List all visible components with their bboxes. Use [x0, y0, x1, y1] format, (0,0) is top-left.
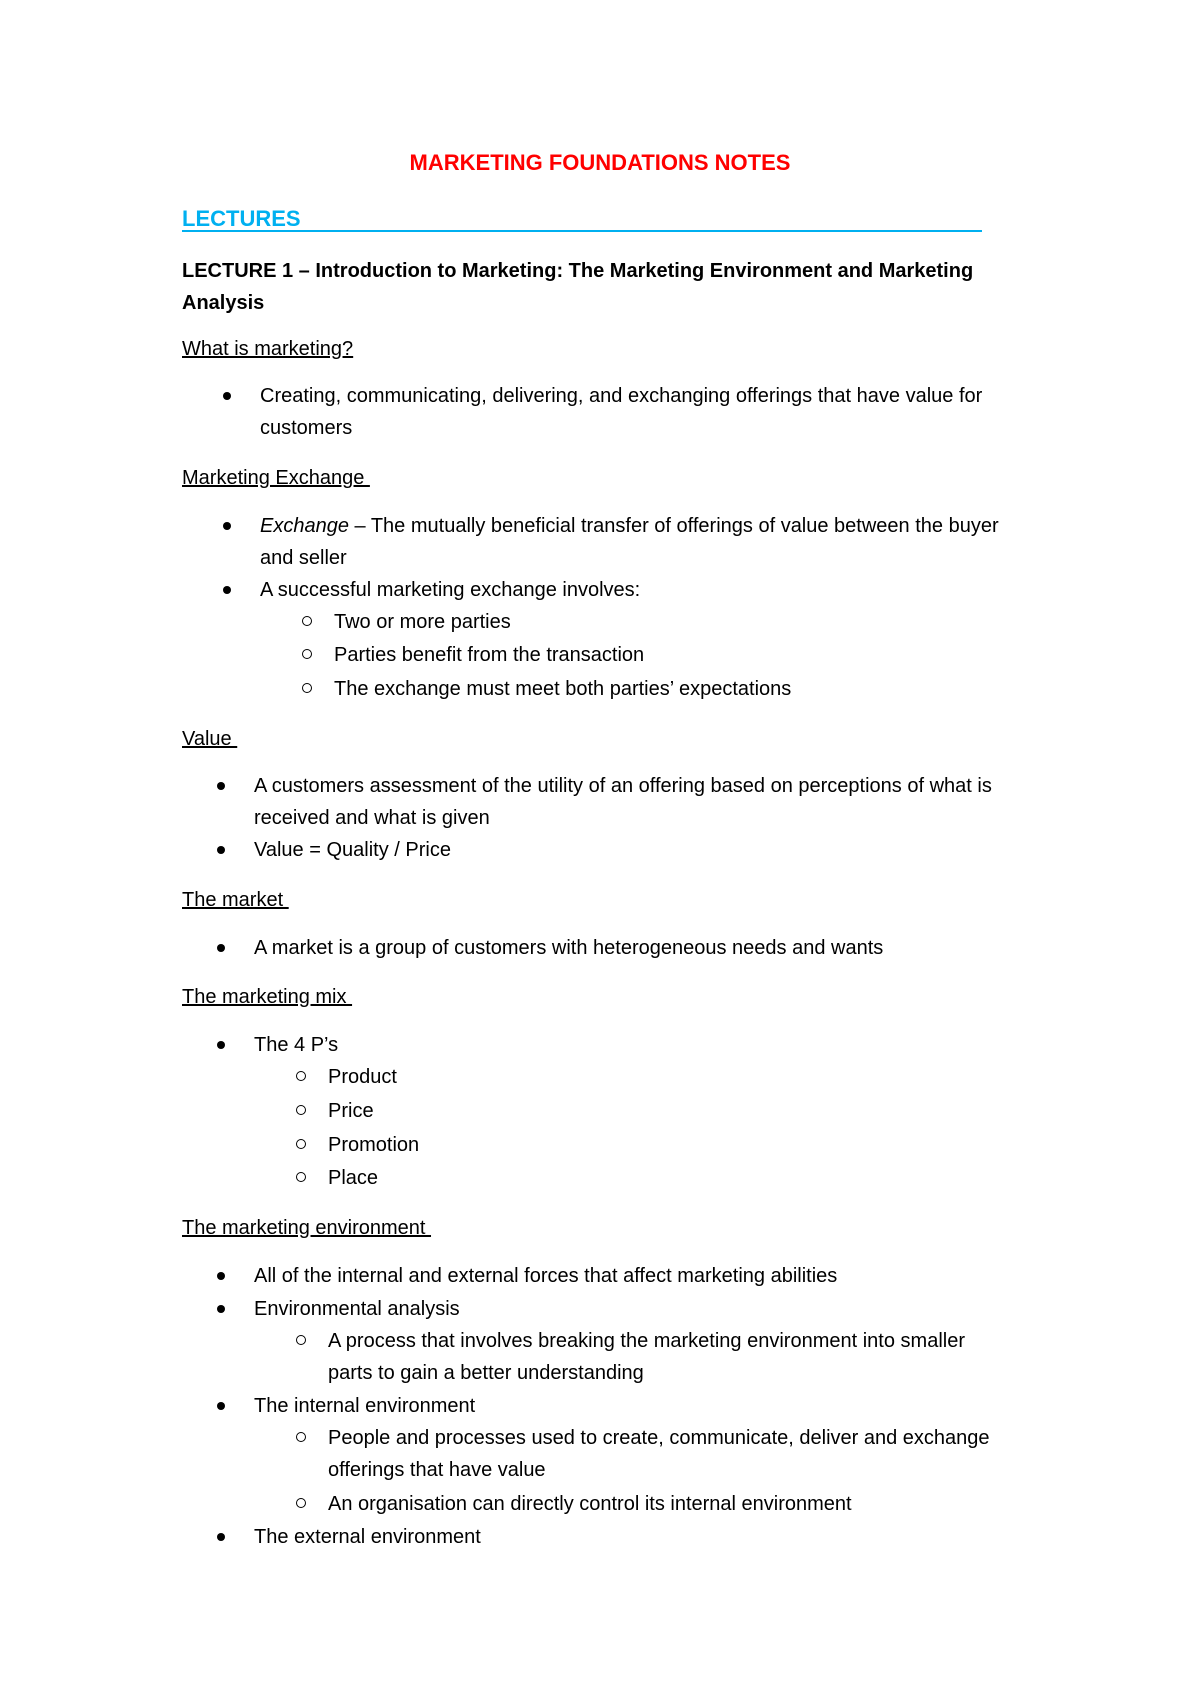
sub-bullet-circle-icon [302, 649, 312, 659]
heading-the-market: The market [182, 889, 289, 911]
sub-bullet-text: A process that involves breaking the marketing environment into smaller parts to gain a better understanding [328, 1330, 965, 1384]
bullet-item [254, 1260, 1024, 1292]
bullet-item [254, 1029, 1024, 1061]
bullet-dot-icon [217, 944, 225, 952]
sub-bullet-circle-icon [296, 1432, 306, 1442]
bullet-text: The 4 P’s [254, 1034, 339, 1056]
bullet-dot-icon [223, 392, 231, 400]
section-heading-lectures: LECTURES [182, 206, 982, 232]
sub-bullet-item [328, 1095, 1008, 1127]
bullet-text: A customers assessment of the utility of an offering based on perceptions of what is received and what is given [254, 775, 992, 829]
sub-bullet-circle-icon [296, 1139, 306, 1149]
bullet-text: Creating, communicating, delivering, and exchanging offerings that have value for customers [260, 385, 983, 439]
bullet-text: Environmental analysis [254, 1298, 460, 1320]
bullet-item [260, 510, 1030, 574]
bullet-dot-icon [217, 1272, 225, 1280]
bullet-text: The internal environment [254, 1395, 476, 1417]
bullet-item [260, 574, 1030, 606]
bullet-text: Value = Quality / Price [254, 839, 451, 861]
bullet-text: The external environment [254, 1526, 481, 1548]
bullet-text: – The mutually beneficial transfer of offerings of value between the buyer and seller [260, 515, 999, 569]
heading-marketing-exchange: Marketing Exchange [182, 467, 370, 489]
sub-bullet-circle-icon [302, 683, 312, 693]
bullet-dot-icon [217, 1533, 225, 1541]
sub-bullet-item [328, 1325, 1008, 1389]
bullet-dot-icon [217, 846, 225, 854]
sub-bullet-text: Product [328, 1066, 397, 1088]
sub-bullet-text: Promotion [328, 1134, 420, 1156]
bullet-item [254, 1521, 1024, 1553]
bullet-dot-icon [217, 1041, 225, 1049]
heading-what-is-marketing: What is marketing? [182, 338, 354, 360]
sub-bullet-circle-icon [296, 1335, 306, 1345]
bullet-text: A market is a group of customers with heterogeneous needs and wants [254, 937, 884, 959]
bullet-item [254, 770, 1024, 834]
bullet-dot-icon [223, 586, 231, 594]
bullet-text: A successful marketing exchange involves: [260, 579, 641, 601]
bullet-item [260, 380, 1030, 444]
sub-bullet-item [328, 1162, 1008, 1194]
bullet-dot-icon [223, 522, 231, 530]
sub-bullet-item [334, 673, 1014, 705]
sub-bullet-circle-icon [296, 1105, 306, 1115]
heading-marketing-mix: The marketing mix [182, 986, 353, 1008]
bullet-item [254, 834, 1024, 866]
sub-bullet-item [334, 639, 1014, 671]
bullet-item [254, 932, 1024, 964]
sub-bullet-text: Place [328, 1167, 379, 1189]
bullet-dot-icon [217, 1305, 225, 1313]
sub-bullet-circle-icon [296, 1498, 306, 1508]
sub-bullet-text: Price [328, 1100, 374, 1122]
sub-bullet-circle-icon [302, 616, 312, 626]
lecture-title: LECTURE 1 – Introduction to Marketing: The Marketing Environment and Marketing Analysis [182, 260, 974, 314]
sub-bullet-text: Parties benefit from the transaction [334, 644, 645, 666]
bullet-dot-icon [217, 782, 225, 790]
sub-bullet-item [328, 1061, 1008, 1093]
sub-bullet-circle-icon [296, 1071, 306, 1081]
term-exchange: Exchange [260, 515, 349, 537]
document-title: MARKETING FOUNDATIONS NOTES [409, 150, 791, 175]
sub-bullet-item [328, 1422, 1008, 1486]
sub-bullet-text: People and processes used to create, communicate, deliver and exchange offerings that have value [328, 1427, 990, 1481]
sub-bullet-text: Two or more parties [334, 611, 511, 633]
sub-bullet-item [328, 1488, 1008, 1520]
bullet-text: All of the internal and external forces that affect marketing abilities [254, 1265, 838, 1287]
sub-bullet-text: The exchange must meet both parties’ expectations [334, 678, 792, 700]
bullet-dot-icon [217, 1402, 225, 1410]
heading-marketing-environment: The marketing environment [182, 1217, 432, 1239]
sub-bullet-circle-icon [296, 1172, 306, 1182]
bullet-item [254, 1293, 1024, 1325]
sub-bullet-text: An organisation can directly control its internal environment [328, 1493, 852, 1515]
heading-value: Value [182, 728, 238, 750]
sub-bullet-item [334, 606, 1014, 638]
sub-bullet-item [328, 1129, 1008, 1161]
bullet-item [254, 1390, 1024, 1422]
